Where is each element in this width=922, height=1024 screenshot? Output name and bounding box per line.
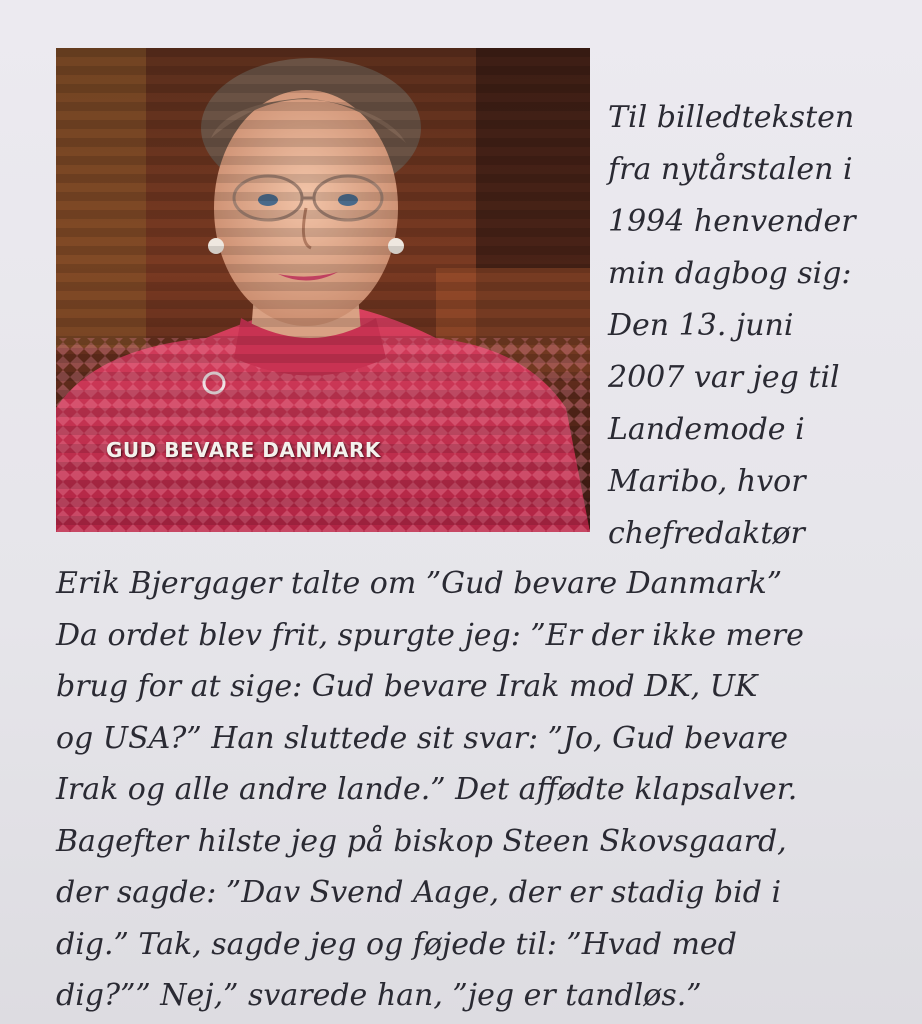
text-line: dig?”” Nej,” svarede han, ”jeg er tandløs.” [56, 978, 702, 1013]
text-line: dig.” Tak, sagde jeg og føjede til: ”Hvad med [56, 926, 737, 962]
text-line: min dagbog sig: [608, 256, 852, 291]
text-line: 1994 henvender [608, 204, 856, 239]
text-line: Irak og alle andre lande.” Det affødte klapsalver. [56, 772, 798, 807]
text-line: Maribo, hvor [608, 464, 806, 499]
main-paragraph [56, 558, 906, 1022]
side-paragraph [608, 92, 908, 560]
text-line: Landemode i [608, 412, 805, 447]
text-line: brug for at sige: Gud bevare Irak mod DK, UK [56, 669, 758, 704]
text-line: og USA?” Han sluttede sit svar: ”Jo, Gud bevare [56, 720, 789, 756]
photo-caption: GUD BEVARE DANMARK [106, 438, 381, 462]
text-line: Den 13. juni [608, 308, 794, 343]
text-line: Da ordet blev frit, spurgte jeg: ”Er der ikke mere [56, 617, 804, 653]
portrait-photo [56, 48, 590, 532]
text-line: chefredaktør [608, 516, 805, 551]
text-line: Bagefter hilste jeg på biskop Steen Skovsgaard, [56, 823, 787, 859]
text-line: fra nytårstalen i [608, 152, 853, 187]
text-line: Erik Bjergager talte om ”Gud bevare Danmark” [56, 566, 783, 601]
text-line: Til billedteksten [608, 100, 855, 135]
text-line: der sagde: ”Dav Svend Aage, der er stadig bid i [56, 875, 782, 910]
text-line: 2007 var jeg til [608, 360, 840, 395]
